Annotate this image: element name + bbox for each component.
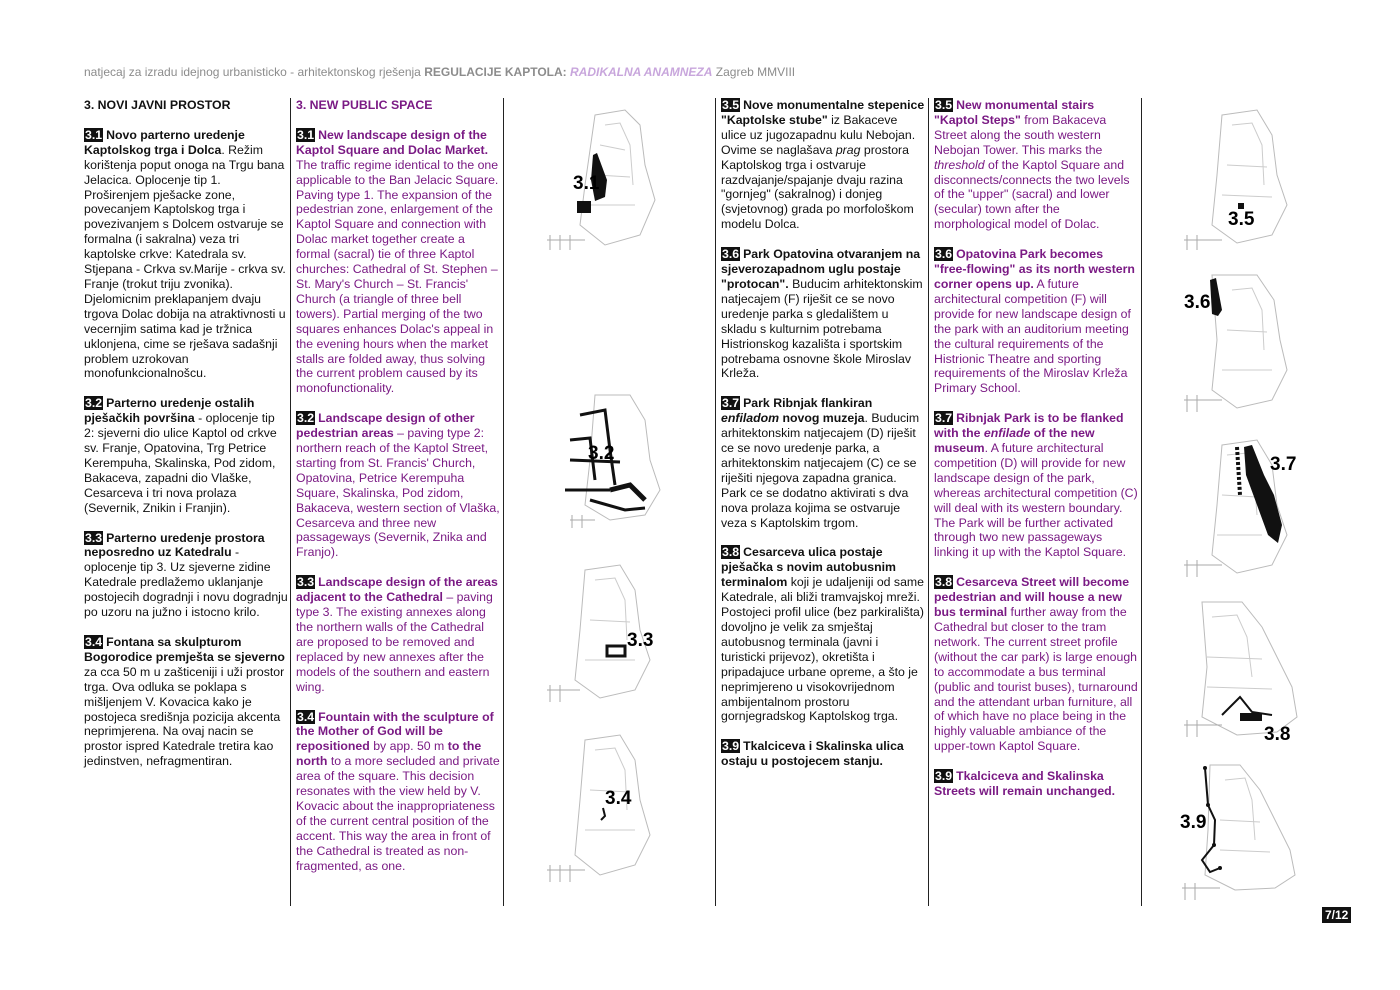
column-divider: [1141, 98, 1142, 906]
header-lead: natjecaj za izradu idejnog urbanisticko - arhitektonskog rješenja: [84, 65, 421, 79]
item-3-5: 3.5 Nove monumentalne stepenice "Kaptolske stube" iz Bakaceve ulice uz jugozapadnu kulu Nebojan. Ovime se naglašava prag prostora Kaptolskog trga i ostvaruje razdvajanje/spajanje dvaju razina "gornjeg" (sakralnog) i donjeg (svjetovnog) grada po morfološkom modelu Dolca.: [721, 98, 925, 232]
map-label: 3.3: [627, 630, 654, 651]
column-divider: [503, 98, 504, 906]
site-plan-3-3: [545, 560, 695, 710]
site-plan-3-6: [1182, 270, 1332, 420]
column-divider: [928, 98, 929, 906]
item-3-5: 3.5 New monumental stairs "Kaptol Steps" from Bakaceva Street along the south western Nebojan Tower. This marks the threshold of the Kaptol Square and disconnects/connects the two levels of the "upper" (sacral) and lower (secular) town after the morphological model of Dolac.: [934, 98, 1130, 232]
page-number: 7/12: [1322, 907, 1351, 923]
map-label: 3.1: [573, 173, 600, 194]
item-3-4: 3.4 Fountain with the sculpture of the Mother of God will be repositioned by app. 50 m to the north to a more secluded and private area of the square. This decision resonates with the view held by V. Kovacic about the inappropriateness of the current central position of the accent. This way the area in front of the Cathedral is treated as non-fragmented, as one.: [296, 709, 500, 873]
site-plan-3-4: [545, 730, 695, 890]
site-plan-3-2: [550, 390, 700, 530]
item-3-9: 3.9 Tkalciceva i Skalinska ulica ostaju u postojecem stanju.: [721, 739, 904, 769]
map-label: 3.8: [1264, 724, 1291, 745]
column-english-2: [934, 98, 1138, 814]
item-3-2: 3.2 Parterno uredenje ostalih pješačkih površina - oplocenje tip 2: sjeverni dio ulice Kaptol od crkve sv. Franje, Opatovina, Trg Petrice Kerempuha, Skalinska, Pod zidom, Bakaceva, zapadni dio Vlaške, Cesarceva i tri nova prolaza (Severnik, Znikin i Franjin).: [84, 396, 277, 515]
site-plan-3-9: [1180, 760, 1330, 905]
map-label: 3.4: [605, 788, 632, 809]
section-title: 3. NOVI JAVNI PROSTOR: [84, 98, 231, 112]
site-plan-3-1: [545, 105, 695, 255]
item-3-6: 3.6 Opatovina Park becomes "free-flowing" as its north western corner opens up. A future architectural competition (F) will provide for new landscape design of the park with an auditorium meeting the cultural requirements of the Histrionic Theatre and sporting requirements of the Miroslav Krleža Primary School.: [934, 247, 1135, 396]
site-plan-3-8: [1182, 597, 1332, 747]
map-label: 3.7: [1270, 454, 1297, 475]
item-3-4: 3.4 Fontana sa skulpturom Bogorodice premješta se sjeverno za cca 50 m u zašticeniji i uži prostor trga. Ova odluka se poklapa s mišljenjem V. Kovacica kako je postojeca središnja pozicija akcenta neprimjerena. Na ovaj nacin se prostor ispred Katedrale tretira kao jedinstven, nefragmentiran.: [84, 635, 285, 769]
column-croatian-1: [84, 98, 288, 784]
item-3-3: 3.3 Parterno uredenje prostora neposredno uz Katedralu - oplocenje tip 3. Uz sjeverne zidine Katedrale predlažemo uklanjanje postojecih dogradnji i novu dogradnju po uzoru na južno i istocno krilo.: [84, 530, 288, 620]
map-label: 3.9: [1180, 812, 1207, 833]
item-3-6: 3.6 Park Opatovina otvaranjem na sjeverozapadnom uglu postaje "protocan". Buducim arhitektonskim natjecajem (F) riješit ce se novo uredenje parka s gledalištem u skladu s kulturnim potrebama Histrionskog kazališta i sportskim potrebama osnovne škole Miroslav Krleža.: [721, 247, 923, 381]
item-3-3: 3.3 Landscape design of the areas adjacent to the Cathedral – paving type 3. The existing annexes along the northern walls of the Cathedral are proposed to be removed and replaced by new annexes after the models of the southern and eastern wing.: [296, 575, 498, 694]
header-subtitle: RADIKALNA ANAMNEZA: [570, 65, 713, 79]
map-label: 3.5: [1228, 209, 1255, 230]
document-header: [84, 65, 795, 79]
header-project: REGULACIJE KAPTOLA:: [424, 65, 567, 79]
item-3-1: 3.1 Novo parterno uredenje Kaptolskog trga i Dolca. Režim korištenja poput onoga na Trgu bana Jelacica. Oplocenje tip 1. Proširenjem pješacke zone, povecanjem Kaptolskog trga i povezivanjem s Dolcem ostvaruje se formalna (i sakralna) veza tri kaptolske crkve: Katedrala sv. Stjepana - Crkva sv.Marije - crkva sv. Franje (trokut triju zvonika). Djelomicnim preklapanjem dvaju trgova Dolac dobija na atraktivnosti u vecernjim satima kad je tržnica uklonjena, cime se rješava sadašnji problem uzrokovan monofunkcionalnošcu.: [84, 127, 286, 381]
header-place: Zagreb MMVIII: [715, 65, 796, 79]
item-3-9: 3.9 Tkalciceva and Skalinska Streets will remain unchanged.: [934, 769, 1116, 799]
item-3-2: 3.2 Landscape design of other pedestrian areas – paving type 2: northern reach of the Kaptol Street, starting from St. Francis' Church, Opatovina, Petrice Kerempuha Square, Skalinska, Pod zidom, Bakaceva, western section of Vlaška, Cesarceva and three new passageways (Severnik, Znika and Franjo).: [296, 411, 500, 560]
column-croatian-2: [721, 98, 925, 784]
item-3-7: 3.7 Ribnjak Park is to be flanked with the enfilade of the new museum. A future architectural competition (D) will provide for new landscape design of the park, whereas architectural competition (C) will deal with its western boundary. The Park will be further activated through two new passageways linking it up with the Kaptol Square.: [934, 411, 1138, 560]
column-english-1: [296, 98, 500, 889]
item-3-8: 3.8 Cesarceva Street will become pedestrian and will house a new bus terminal further away from the Cathedral but closer to the tram network. The current street profile (without the car park) is large enough to accommodate a bus terminal (public and tourist buses), turnaround and the attendant urban furniture, all of which have no place being in the highly valuable ambiance of the upper-town Kaptol Square.: [934, 575, 1138, 754]
site-plan-3-5: [1182, 105, 1332, 255]
item-3-7: 3.7 Park Ribnjak flankiran enfiladom novog muzeja. Buducim arhitektonskim natjecajem (D) riješit ce se novo uredenje parka, a arhitektonskim natjecajem (C) ce se riješiti njegova zapadna granica. Park ce se dodatno aktivirati s dva nova prolaza kojima se ostvaruje veza s Kaptolskim trgom.: [721, 396, 920, 530]
site-plan-3-7: [1182, 435, 1332, 585]
item-3-1: 3.1 New landscape design of the Kaptol Square and Dolac Market. The traffic regime identical to the one applicable to the Ban Jelacic Square. Paving type 1. The expansion of the pedestrian zone, enlargement of the Kaptol Square and connection with Dolac market together create a formal (sacral) tie of three Kaptol churches: Cathedral of St. Stephen – St. Mary's Church – St. Francis' Church (a triangle of three bell towers). Partial merging of the two squares enhances Dolac's appeal in the evening hours when the market stalls are folded away, thus solving the current problem caused by its monofunctionality.: [296, 127, 499, 396]
item-3-8: 3.8 Cesarceva ulica postaje pješačka s novim autobusnim terminalom koji je udaljeniji od same Katedrale, ali bliži tramvajskoj mreži. Postojeci profil ulice (bez parkirališta) dovoljno je velik za smještaj autobusnog terminala (javni i turisticki prijevoz), okretišta i pripadajuce urbane opreme, a što je neprimjereno u visokovrijednom ambijentalnom prostoru gornjegradskog Kaptolskog trga.: [721, 545, 925, 724]
column-divider: [715, 98, 716, 906]
column-divider: [290, 98, 291, 906]
map-label: 3.6: [1184, 292, 1211, 313]
section-title: 3. NEW PUBLIC SPACE: [296, 98, 433, 112]
map-label: 3.2: [588, 443, 615, 464]
